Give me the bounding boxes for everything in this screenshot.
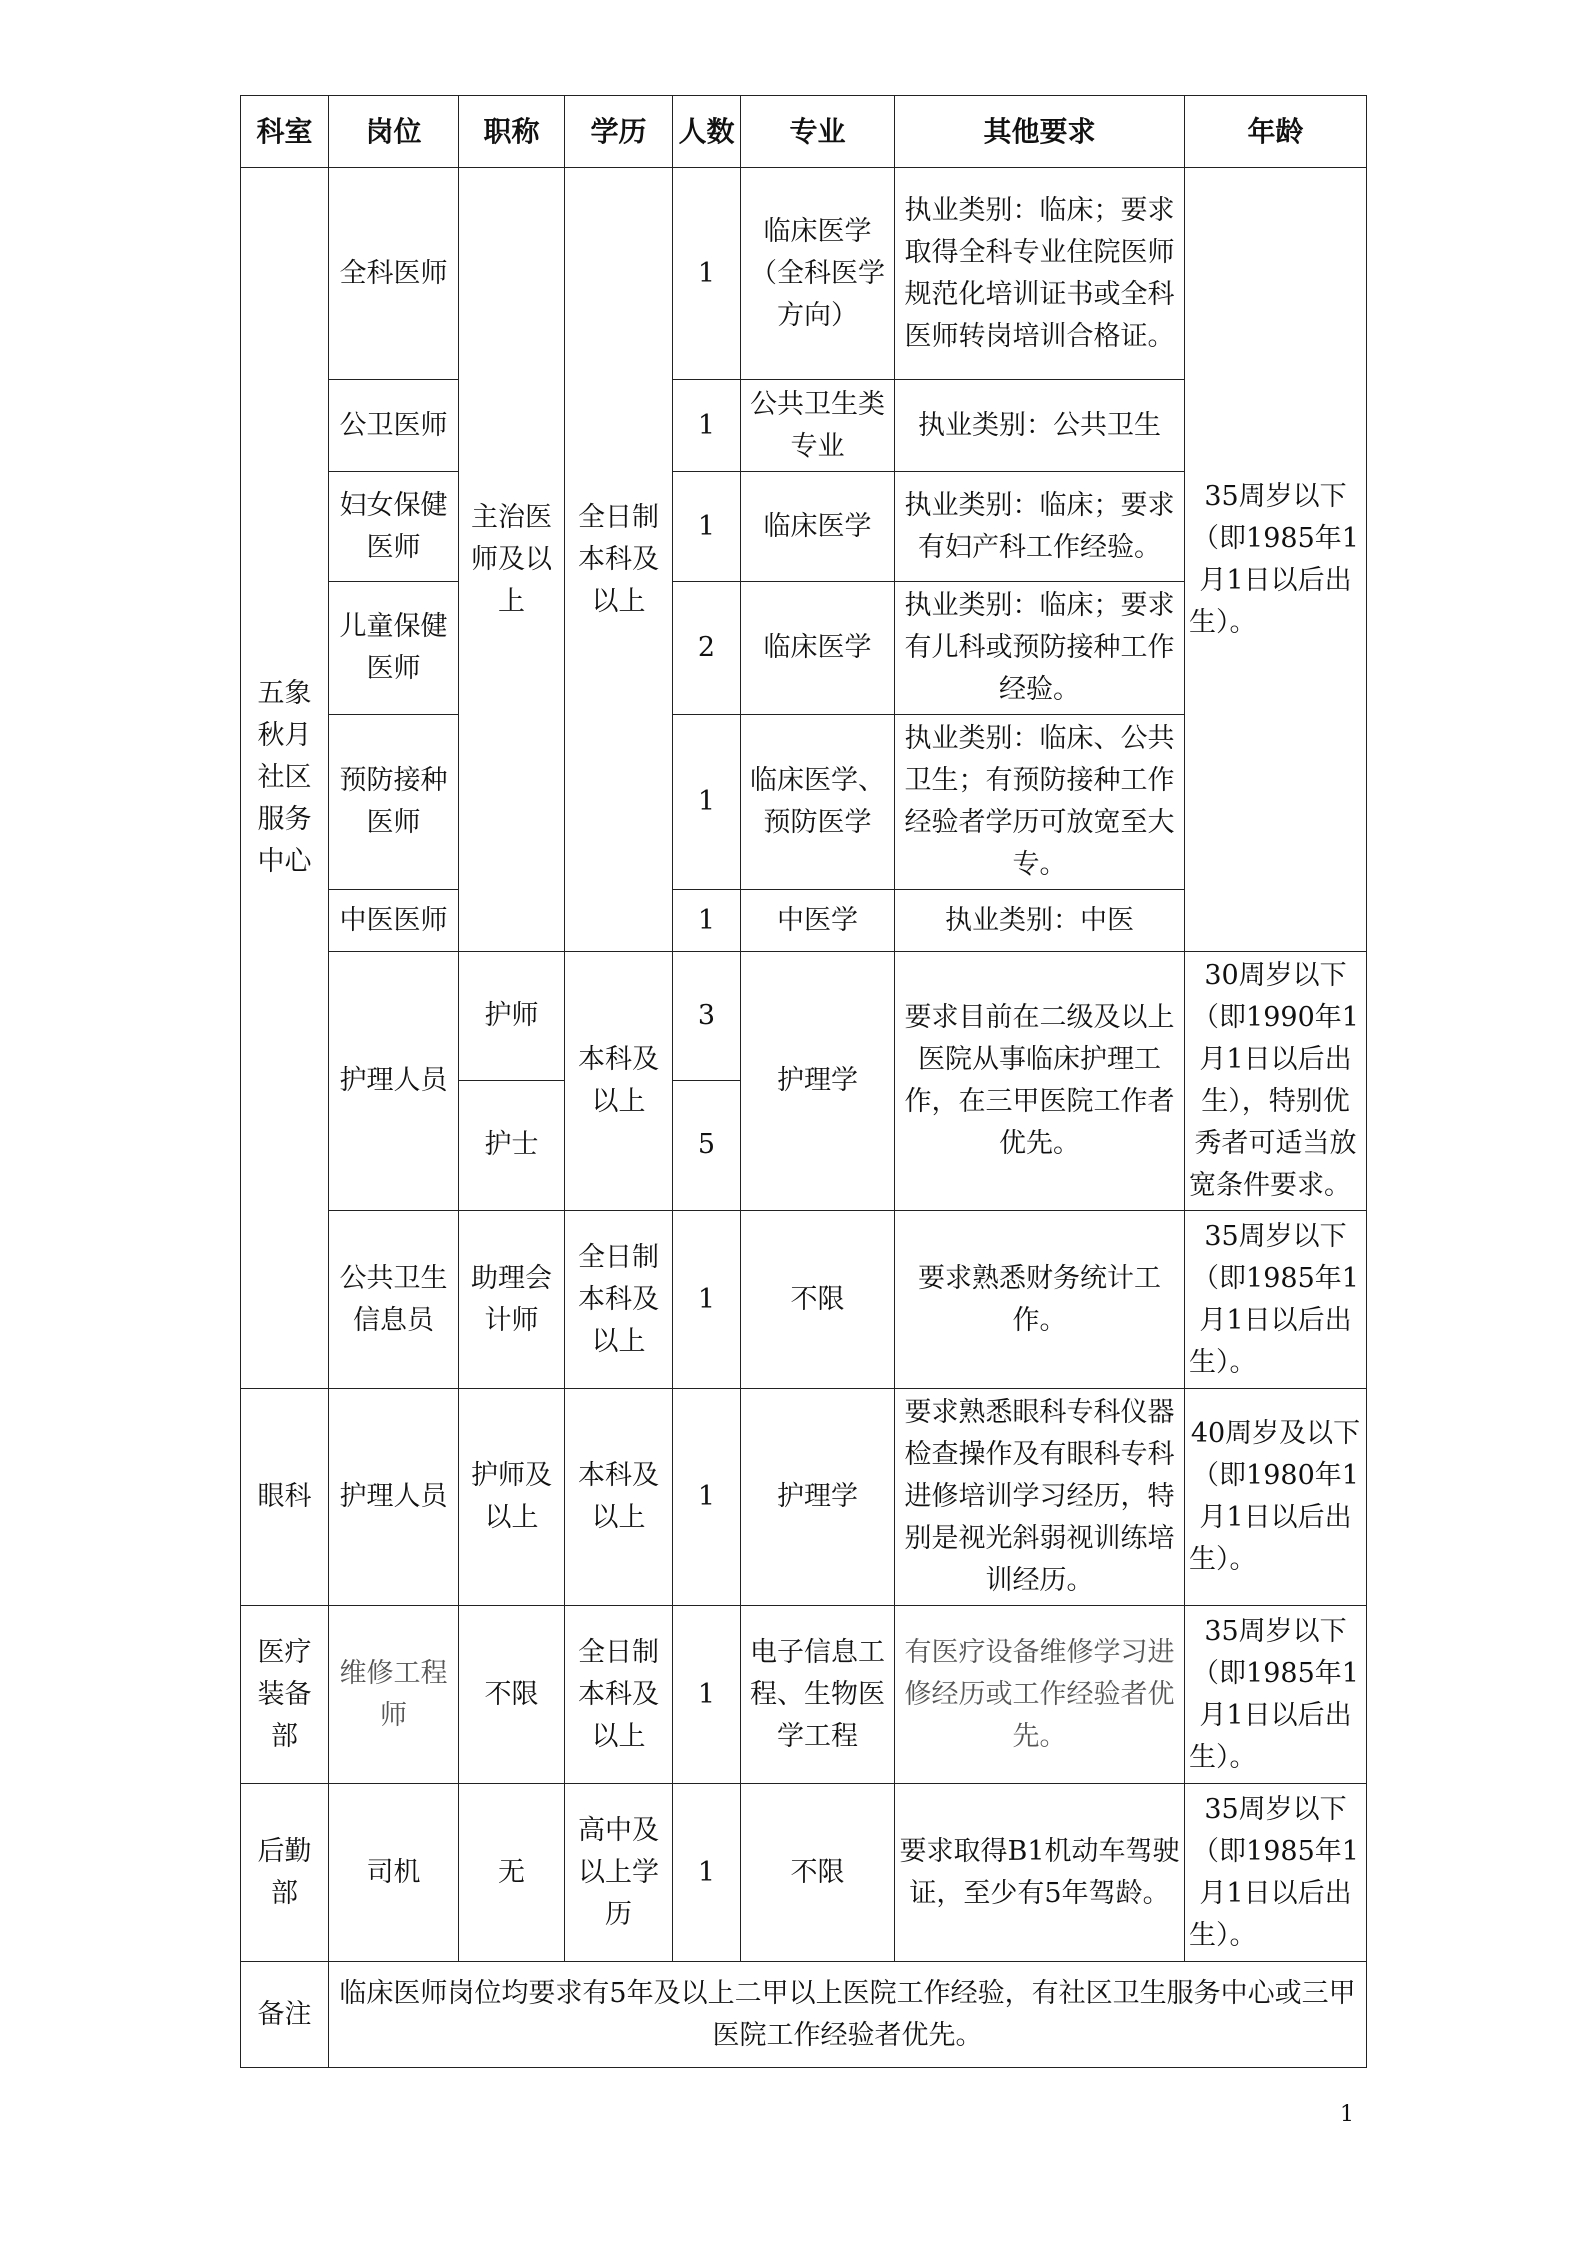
- other-cell: 执业类别：临床；要求有儿科或预防接种工作经验。: [895, 582, 1185, 715]
- title-cell: 护师及以上: [459, 1389, 565, 1606]
- table-row: [241, 168, 1367, 380]
- page-number: 1: [1340, 2102, 1354, 2127]
- other-cell: 有医疗设备维修学习进修经历或工作经验者优先。: [895, 1606, 1185, 1784]
- note-text: 临床医师岗位均要求有5年及以上二甲以上医院工作经验，有社区卫生服务中心或三甲医院工作经验者优先。: [329, 1962, 1367, 2068]
- header-major: 专业: [741, 96, 895, 168]
- other-cell: 要求取得B1机动车驾驶证，至少有5年驾龄。: [895, 1784, 1185, 1962]
- post-cell: 妇女保健医师: [329, 472, 459, 582]
- other-cell: 要求熟悉眼科专科仪器检查操作及有眼科专科进修培训学习经历，特别是视光斜弱视训练培训经历。: [895, 1389, 1185, 1606]
- header-age: 年龄: [1185, 96, 1367, 168]
- count-cell: 5: [673, 1080, 741, 1210]
- post-cell: 维修工程师: [329, 1606, 459, 1784]
- edu-cell: 全日制本科及以上: [565, 168, 673, 952]
- post-cell: 预防接种医师: [329, 715, 459, 890]
- other-cell: 要求目前在二级及以上医院从事临床护理工作，在三甲医院工作者优先。: [895, 952, 1185, 1211]
- count-cell: 1: [673, 168, 741, 380]
- header-count: 人数: [673, 96, 741, 168]
- note-row: [241, 1962, 1367, 2068]
- dept-cell: [241, 1784, 329, 1962]
- dept-name: 五象秋月社区服务中心: [257, 678, 312, 877]
- post-cell: 护理人员: [329, 1389, 459, 1606]
- post-cell: 护理人员: [329, 952, 459, 1211]
- age-cell: 40周岁及以下（即1980年1月1日以后出生）。: [1185, 1389, 1367, 1606]
- post-cell: 全科医师: [329, 168, 459, 380]
- major-cell: 中医学: [741, 890, 895, 952]
- count-cell: 1: [673, 1784, 741, 1962]
- major-cell: 临床医学: [741, 582, 895, 715]
- other-cell: 执业类别：临床；要求有妇产科工作经验。: [895, 472, 1185, 582]
- major-cell: 护理学: [741, 952, 895, 1211]
- post-cell: 中医医师: [329, 890, 459, 952]
- major-cell: 护理学: [741, 1389, 895, 1606]
- dept-name: 后勤部: [257, 1835, 312, 1909]
- header-dept: 科室: [241, 96, 329, 168]
- count-cell: 1: [673, 715, 741, 890]
- dept-name: 医疗装备部: [257, 1636, 312, 1752]
- recruitment-table: [240, 95, 1367, 2068]
- major-cell: 临床医学（全科医学方向）: [741, 168, 895, 380]
- post-cell: 儿童保健医师: [329, 582, 459, 715]
- other-cell: 要求熟悉财务统计工作。: [895, 1211, 1185, 1389]
- count-cell: 1: [673, 380, 741, 472]
- other-cell: 执业类别：中医: [895, 890, 1185, 952]
- post-cell: 公卫医师: [329, 380, 459, 472]
- edu-cell: 全日制本科及以上: [565, 1606, 673, 1784]
- edu-cell: 本科及以上: [565, 952, 673, 1211]
- edu-cell: 全日制本科及以上: [565, 1211, 673, 1389]
- post-cell: 公共卫生信息员: [329, 1211, 459, 1389]
- age-cell: 35周岁以下（即1985年1月1日以后出生）。: [1185, 1784, 1367, 1962]
- major-cell: 电子信息工程、生物医学工程: [741, 1606, 895, 1784]
- edu-cell: 本科及以上: [565, 1389, 673, 1606]
- major-cell: 临床医学: [741, 472, 895, 582]
- dept-cell: 眼科: [241, 1389, 329, 1606]
- dept-cell: [241, 168, 329, 1389]
- major-cell: 不限: [741, 1211, 895, 1389]
- note-label: 备注: [241, 1962, 329, 2068]
- header-post: 岗位: [329, 96, 459, 168]
- count-cell: 1: [673, 1389, 741, 1606]
- major-cell: 临床医学、预防医学: [741, 715, 895, 890]
- age-cell: 35周岁以下（即1985年1月1日以后出生）。: [1185, 1606, 1367, 1784]
- major-cell: 公共卫生类专业: [741, 380, 895, 472]
- age-cell: 30周岁以下（即1990年1月1日以后出生），特别优秀者可适当放宽条件要求。: [1185, 952, 1367, 1211]
- header-edu: 学历: [565, 96, 673, 168]
- count-cell: 1: [673, 472, 741, 582]
- table-row: [241, 1606, 1367, 1784]
- title-cell: 无: [459, 1784, 565, 1962]
- post-cell: 司机: [329, 1784, 459, 1962]
- count-cell: 1: [673, 890, 741, 952]
- title-cell: 助理会计师: [459, 1211, 565, 1389]
- title-cell: 不限: [459, 1606, 565, 1784]
- age-cell: 35周岁以下（即1985年1月1日以后出生）。: [1185, 168, 1367, 952]
- title-cell: 护师: [459, 952, 565, 1081]
- count-cell: 2: [673, 582, 741, 715]
- count-cell: 1: [673, 1606, 741, 1784]
- header-row: [241, 96, 1367, 168]
- other-cell: 执业类别：公共卫生: [895, 380, 1185, 472]
- major-cell: 不限: [741, 1784, 895, 1962]
- other-cell: 执业类别：临床；要求取得全科专业住院医师规范化培训证书或全科医师转岗培训合格证。: [895, 168, 1185, 380]
- title-cell: 主治医师及以上: [459, 168, 565, 952]
- dept-cell: [241, 1606, 329, 1784]
- table-row: [241, 1211, 1367, 1389]
- edu-cell: 高中及以上学历: [565, 1784, 673, 1962]
- age-cell: 35周岁以下（即1985年1月1日以后出生）。: [1185, 1211, 1367, 1389]
- header-title: 职称: [459, 96, 565, 168]
- table-row: [241, 1784, 1367, 1962]
- header-other: 其他要求: [895, 96, 1185, 168]
- table-row: [241, 952, 1367, 1081]
- title-cell: 护士: [459, 1080, 565, 1210]
- table-row: [241, 1389, 1367, 1606]
- count-cell: 3: [673, 952, 741, 1081]
- other-cell: 执业类别：临床、公共卫生；有预防接种工作经验者学历可放宽至大专。: [895, 715, 1185, 890]
- count-cell: 1: [673, 1211, 741, 1389]
